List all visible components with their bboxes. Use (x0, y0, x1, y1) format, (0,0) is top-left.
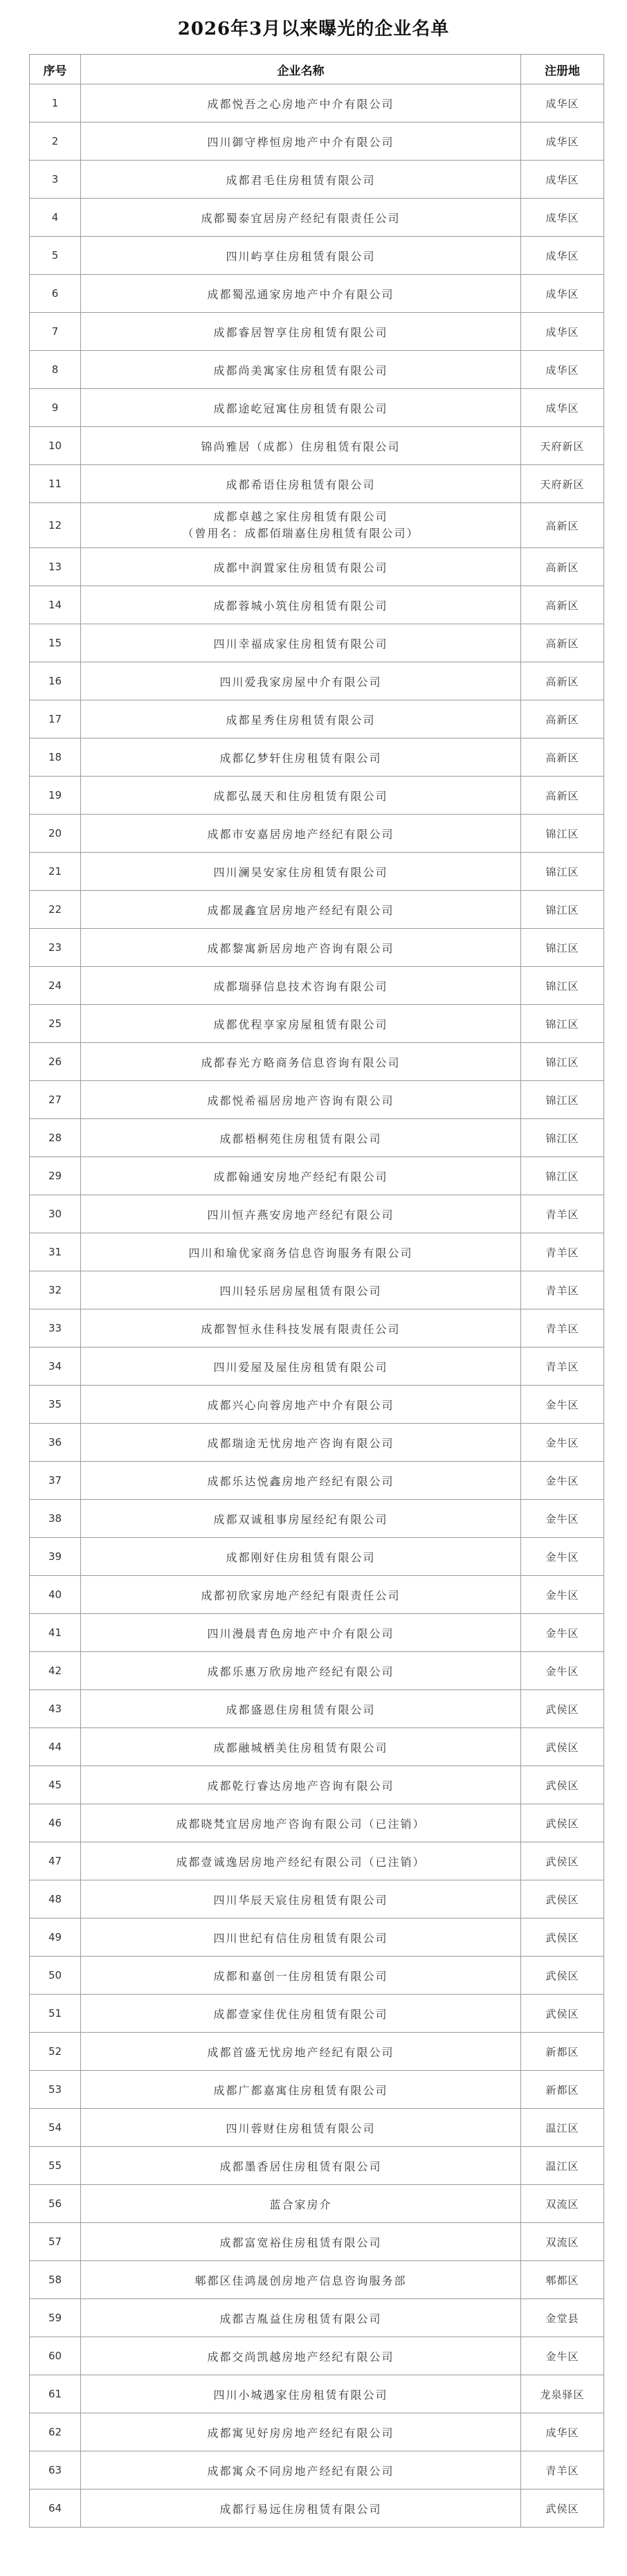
table-row (30, 2261, 604, 2299)
row-company-name: 成都尚美寓家住房租赁有限公司 (81, 351, 521, 389)
row-index: 56 (30, 2185, 81, 2223)
table-row (30, 2375, 604, 2413)
row-registered-area: 锦江区 (521, 891, 604, 929)
row-index: 63 (30, 2451, 81, 2489)
row-company-name: 四川御守桦恒房地产中介有限公司 (81, 123, 521, 161)
row-company-name: 成都悦希福居房地产咨询有限公司 (81, 1081, 521, 1119)
row-company-name: 成都行易远住房租赁有限公司 (81, 2489, 521, 2528)
row-registered-area: 青羊区 (521, 2451, 604, 2489)
row-index: 26 (30, 1043, 81, 1081)
row-index: 20 (30, 815, 81, 853)
row-index: 33 (30, 1309, 81, 1348)
table-row (30, 465, 604, 503)
row-registered-area: 武侯区 (521, 1766, 604, 1804)
row-registered-area: 武侯区 (521, 1690, 604, 1728)
row-registered-area: 金牛区 (521, 1576, 604, 1614)
table-row (30, 1690, 604, 1728)
table-row (30, 2109, 604, 2147)
row-registered-area: 新都区 (521, 2071, 604, 2109)
row-index: 16 (30, 662, 81, 700)
row-registered-area: 成华区 (521, 313, 604, 351)
table-row (30, 1157, 604, 1195)
table-row (30, 237, 604, 275)
row-index: 61 (30, 2375, 81, 2413)
table-row (30, 1081, 604, 1119)
row-registered-area: 成华区 (521, 389, 604, 427)
row-registered-area: 成华区 (521, 351, 604, 389)
row-registered-area: 武侯区 (521, 1995, 604, 2033)
row-company-name: 成都首盛无忧房地产经纪有限公司 (81, 2033, 521, 2071)
table-row (30, 1652, 604, 1690)
row-index: 24 (30, 967, 81, 1005)
row-registered-area: 武侯区 (521, 1919, 604, 1957)
table-row (30, 853, 604, 891)
row-company-name: 成都星秀住房租赁有限公司 (81, 700, 521, 738)
row-company-name: 锦尚雅居（成都）住房租赁有限公司 (81, 427, 521, 465)
table-row (30, 929, 604, 967)
row-company-name: 成都弘晟天和住房租赁有限公司 (81, 777, 521, 815)
row-index: 49 (30, 1919, 81, 1957)
row-registered-area: 锦江区 (521, 967, 604, 1005)
company-former-name-line: （曾用名：成都佰瑞嘉住房租赁有限公司） (182, 527, 419, 540)
table-row (30, 624, 604, 662)
table-row (30, 1614, 604, 1652)
row-registered-area: 武侯区 (521, 1804, 604, 1842)
row-registered-area: 天府新区 (521, 465, 604, 503)
table-row (30, 1500, 604, 1538)
table-row (30, 123, 604, 161)
row-company-name: 四川恒卉燕安房地产经纪有限公司 (81, 1195, 521, 1233)
company-name-line: 成都卓越之家住房租赁有限公司 (213, 510, 388, 523)
table-row (30, 1766, 604, 1804)
row-company-name: 成都翰通安房地产经纪有限公司 (81, 1157, 521, 1195)
row-registered-area: 武侯区 (521, 1842, 604, 1880)
table-row (30, 2489, 604, 2528)
row-company-name: 成都墨香居住房租赁有限公司 (81, 2147, 521, 2185)
row-company-name: 成都和嘉创一住房租赁有限公司 (81, 1957, 521, 1995)
table-row (30, 2413, 604, 2451)
row-registered-area: 锦江区 (521, 853, 604, 891)
table-body (30, 84, 604, 2528)
row-index: 58 (30, 2261, 81, 2299)
row-registered-area: 青羊区 (521, 1309, 604, 1348)
row-company-name: 成都刚好住房租赁有限公司 (81, 1538, 521, 1576)
row-index: 13 (30, 548, 81, 586)
table-row (30, 891, 604, 929)
row-index: 47 (30, 1842, 81, 1880)
row-registered-area: 高新区 (521, 700, 604, 738)
row-index: 55 (30, 2147, 81, 2185)
row-company-name: 四川小城遇家住房租赁有限公司 (81, 2375, 521, 2413)
header-company-name: 企业名称 (81, 55, 521, 84)
table-row (30, 1576, 604, 1614)
row-company-name: 四川幸福成家住房租赁有限公司 (81, 624, 521, 662)
row-registered-area: 高新区 (521, 548, 604, 586)
row-index: 39 (30, 1538, 81, 1576)
table-row (30, 1842, 604, 1880)
row-company-name: 成都市安嘉居房地产经纪有限公司 (81, 815, 521, 853)
row-registered-area: 锦江区 (521, 1157, 604, 1195)
row-index: 53 (30, 2071, 81, 2109)
table-header-row (30, 55, 604, 84)
row-registered-area: 锦江区 (521, 1081, 604, 1119)
table-row (30, 777, 604, 815)
row-registered-area: 锦江区 (521, 929, 604, 967)
row-company-name: 四川轻乐居房屋租赁有限公司 (81, 1271, 521, 1309)
table-row (30, 1728, 604, 1766)
row-index: 48 (30, 1880, 81, 1919)
row-registered-area: 成华区 (521, 161, 604, 199)
row-registered-area: 高新区 (521, 777, 604, 815)
table-row (30, 84, 604, 123)
row-company-name: 成都乐达悦鑫房地产经纪有限公司 (81, 1462, 521, 1500)
row-registered-area: 金牛区 (521, 1652, 604, 1690)
row-index: 9 (30, 389, 81, 427)
table-row (30, 700, 604, 738)
row-index: 8 (30, 351, 81, 389)
row-index: 59 (30, 2299, 81, 2337)
row-registered-area: 锦江区 (521, 1119, 604, 1157)
table-row (30, 1119, 604, 1157)
table-row (30, 1309, 604, 1348)
row-registered-area: 金牛区 (521, 1424, 604, 1462)
row-index: 28 (30, 1119, 81, 1157)
row-company-name: 成都希语住房租赁有限公司 (81, 465, 521, 503)
row-index: 43 (30, 1690, 81, 1728)
row-company-name: 四川澜昊安家住房租赁有限公司 (81, 853, 521, 891)
table-row (30, 1995, 604, 2033)
row-index: 2 (30, 123, 81, 161)
row-registered-area: 武侯区 (521, 1957, 604, 1995)
row-registered-area: 锦江区 (521, 1043, 604, 1081)
table-row (30, 2299, 604, 2337)
row-index: 29 (30, 1157, 81, 1195)
row-registered-area: 青羊区 (521, 1233, 604, 1271)
row-company-name: 成都春光方略商务信息咨询有限公司 (81, 1043, 521, 1081)
table-row (30, 2147, 604, 2185)
row-registered-area: 青羊区 (521, 1195, 604, 1233)
row-registered-area: 高新区 (521, 624, 604, 662)
row-registered-area: 成华区 (521, 123, 604, 161)
row-index: 35 (30, 1386, 81, 1424)
row-company-name: 成都智恒永佳科技发展有限责任公司 (81, 1309, 521, 1348)
table-row (30, 1386, 604, 1424)
table-row (30, 1880, 604, 1919)
table-row (30, 1919, 604, 1957)
row-registered-area: 金牛区 (521, 2337, 604, 2375)
row-company-name: 成都融城栖美住房租赁有限公司 (81, 1728, 521, 1766)
row-registered-area: 双流区 (521, 2223, 604, 2261)
row-index: 18 (30, 738, 81, 777)
table-row (30, 427, 604, 465)
row-registered-area: 双流区 (521, 2185, 604, 2223)
table-row (30, 1348, 604, 1386)
row-index: 27 (30, 1081, 81, 1119)
row-company-name: 成都富宽裕住房租赁有限公司 (81, 2223, 521, 2261)
table-row (30, 389, 604, 427)
row-index: 21 (30, 853, 81, 891)
table-row (30, 815, 604, 853)
row-index: 30 (30, 1195, 81, 1233)
row-index: 25 (30, 1005, 81, 1043)
row-registered-area: 锦江区 (521, 1005, 604, 1043)
row-company-name: 成都吉胤益住房租赁有限公司 (81, 2299, 521, 2337)
row-registered-area: 高新区 (521, 662, 604, 700)
row-registered-area: 温江区 (521, 2147, 604, 2185)
header-index: 序号 (30, 55, 81, 84)
row-index: 40 (30, 1576, 81, 1614)
row-registered-area: 成华区 (521, 237, 604, 275)
table-row (30, 161, 604, 199)
table-row (30, 967, 604, 1005)
row-company-name: 成都君毛住房租赁有限公司 (81, 161, 521, 199)
table-row (30, 1462, 604, 1500)
row-index: 42 (30, 1652, 81, 1690)
row-index: 4 (30, 199, 81, 237)
row-company-name: 四川爱我家房屋中介有限公司 (81, 662, 521, 700)
row-company-name: 郫都区佳鸿晟创房地产信息咨询服务部 (81, 2261, 521, 2299)
row-company-name: 成都优程享家房屋租赁有限公司 (81, 1005, 521, 1043)
row-index: 37 (30, 1462, 81, 1500)
row-index: 23 (30, 929, 81, 967)
row-index: 34 (30, 1348, 81, 1386)
row-company-name: 四川蓉财住房租赁有限公司 (81, 2109, 521, 2147)
row-registered-area: 金牛区 (521, 1462, 604, 1500)
row-company-name: 成都瑞驿信息技术咨询有限公司 (81, 967, 521, 1005)
row-registered-area: 武侯区 (521, 1728, 604, 1766)
row-registered-area: 新都区 (521, 2033, 604, 2071)
row-registered-area: 金牛区 (521, 1538, 604, 1576)
row-company-name: 成都盛恩住房租赁有限公司 (81, 1690, 521, 1728)
row-registered-area: 龙泉驿区 (521, 2375, 604, 2413)
row-company-name: 成都壹家佳优住房租赁有限公司 (81, 1995, 521, 2033)
row-company-name: 成都悦吾之心房地产中介有限公司 (81, 84, 521, 123)
row-registered-area: 高新区 (521, 503, 604, 548)
row-registered-area: 青羊区 (521, 1348, 604, 1386)
row-company-name: 成都晓梵宜居房地产咨询有限公司（已注销） (81, 1804, 521, 1842)
row-company-name: 成都寓众不同房地产经纪有限公司 (81, 2451, 521, 2489)
table-row (30, 199, 604, 237)
row-index: 38 (30, 1500, 81, 1538)
row-company-name: 成都广都嘉寓住房租赁有限公司 (81, 2071, 521, 2109)
table-row (30, 1538, 604, 1576)
table-row (30, 586, 604, 624)
table-row (30, 1005, 604, 1043)
table-row (30, 2337, 604, 2375)
row-index: 60 (30, 2337, 81, 2375)
row-index: 36 (30, 1424, 81, 1462)
row-registered-area: 郫都区 (521, 2261, 604, 2299)
table-row (30, 275, 604, 313)
row-index: 50 (30, 1957, 81, 1995)
row-registered-area: 金牛区 (521, 1614, 604, 1652)
table-row (30, 1804, 604, 1842)
row-index: 62 (30, 2413, 81, 2451)
row-company-name: 四川屿享住房租赁有限公司 (81, 237, 521, 275)
row-index: 5 (30, 237, 81, 275)
row-company-name: 成都亿梦轩住房租赁有限公司 (81, 738, 521, 777)
row-company-name: 成都晟鑫宜居房地产经纪有限公司 (81, 891, 521, 929)
row-index: 11 (30, 465, 81, 503)
row-registered-area: 青羊区 (521, 1271, 604, 1309)
row-company-name: 四川华辰天宸住房租赁有限公司 (81, 1880, 521, 1919)
table-row (30, 1233, 604, 1271)
row-index: 44 (30, 1728, 81, 1766)
row-index: 19 (30, 777, 81, 815)
row-index: 57 (30, 2223, 81, 2261)
row-index: 22 (30, 891, 81, 929)
row-registered-area: 武侯区 (521, 2489, 604, 2528)
row-company-name: 成都乐惠万欣房地产经纪有限公司 (81, 1652, 521, 1690)
row-index: 52 (30, 2033, 81, 2071)
row-registered-area: 温江区 (521, 2109, 604, 2147)
row-index: 12 (30, 503, 81, 548)
row-company-name: 成都双诚租事房屋经纪有限公司 (81, 1500, 521, 1538)
table-row (30, 2033, 604, 2071)
row-company-name: 成都蓉城小筑住房租赁有限公司 (81, 586, 521, 624)
row-index: 54 (30, 2109, 81, 2147)
row-company-name: 成都蜀泰宜居房产经纪有限责任公司 (81, 199, 521, 237)
company-table (29, 54, 604, 2528)
row-registered-area: 成华区 (521, 275, 604, 313)
table-row (30, 1424, 604, 1462)
row-company-name: 成都中润置家住房租赁有限公司 (81, 548, 521, 586)
table-row (30, 548, 604, 586)
row-index: 3 (30, 161, 81, 199)
row-index: 15 (30, 624, 81, 662)
row-index: 45 (30, 1766, 81, 1804)
row-company-name: 成都途屹冠寓住房租赁有限公司 (81, 389, 521, 427)
row-company-name: 四川和瑜优家商务信息咨询服务有限公司 (81, 1233, 521, 1271)
page-title: 2026年3月以来曝光的企业名单 (177, 18, 450, 39)
row-index: 32 (30, 1271, 81, 1309)
row-company-name: 成都交尚凯越房地产经纪有限公司 (81, 2337, 521, 2375)
row-index: 51 (30, 1995, 81, 2033)
table-row (30, 1195, 604, 1233)
row-company-name: 成都蜀泓通家房地产中介有限公司 (81, 275, 521, 313)
row-index: 46 (30, 1804, 81, 1842)
row-registered-area: 金牛区 (521, 1500, 604, 1538)
row-index: 41 (30, 1614, 81, 1652)
row-company-name: 成都乾行睿达房地产咨询有限公司 (81, 1766, 521, 1804)
row-company-name: 成都兴心向蓉房地产中介有限公司 (81, 1386, 521, 1424)
row-index: 6 (30, 275, 81, 313)
row-registered-area: 金牛区 (521, 1386, 604, 1424)
row-registered-area: 高新区 (521, 586, 604, 624)
table-row (30, 662, 604, 700)
row-registered-area: 金堂县 (521, 2299, 604, 2337)
row-company-name: 成都壹诚逸居房地产经纪有限公司（已注销） (81, 1842, 521, 1880)
row-company-name: 成都黎寓新居房地产咨询有限公司 (81, 929, 521, 967)
table-row (30, 1271, 604, 1309)
row-company-name: 蓝合家房介 (81, 2185, 521, 2223)
row-registered-area: 高新区 (521, 738, 604, 777)
row-index: 17 (30, 700, 81, 738)
row-registered-area: 锦江区 (521, 815, 604, 853)
table-row (30, 2071, 604, 2109)
row-index: 14 (30, 586, 81, 624)
row-index: 1 (30, 84, 81, 123)
row-registered-area: 成华区 (521, 199, 604, 237)
row-company-name (81, 503, 521, 548)
table-row (30, 1957, 604, 1995)
row-company-name: 四川漫晨青色房地产中介有限公司 (81, 1614, 521, 1652)
table-row (30, 1043, 604, 1081)
row-company-name: 四川世纪有信住房租赁有限公司 (81, 1919, 521, 1957)
row-index: 7 (30, 313, 81, 351)
row-company-name: 成都寓见好房房地产经纪有限公司 (81, 2413, 521, 2451)
table-row (30, 313, 604, 351)
row-company-name: 成都瑞途无忧房地产咨询有限公司 (81, 1424, 521, 1462)
table-row (30, 503, 604, 548)
row-registered-area: 成华区 (521, 2413, 604, 2451)
row-registered-area: 武侯区 (521, 1880, 604, 1919)
row-company-name: 四川爱屋及屋住房租赁有限公司 (81, 1348, 521, 1386)
row-company-name: 成都梧桐苑住房租赁有限公司 (81, 1119, 521, 1157)
table-row (30, 738, 604, 777)
table-row (30, 2223, 604, 2261)
table-row (30, 2185, 604, 2223)
table-row (30, 2451, 604, 2489)
row-company-name: 成都睿居智享住房租赁有限公司 (81, 313, 521, 351)
row-index: 10 (30, 427, 81, 465)
header-registered-area: 注册地 (521, 55, 604, 84)
row-index: 64 (30, 2489, 81, 2528)
row-registered-area: 成华区 (521, 84, 604, 123)
row-registered-area: 天府新区 (521, 427, 604, 465)
table-row (30, 351, 604, 389)
row-company-name: 成都初欣家房地产经纪有限责任公司 (81, 1576, 521, 1614)
row-index: 31 (30, 1233, 81, 1271)
